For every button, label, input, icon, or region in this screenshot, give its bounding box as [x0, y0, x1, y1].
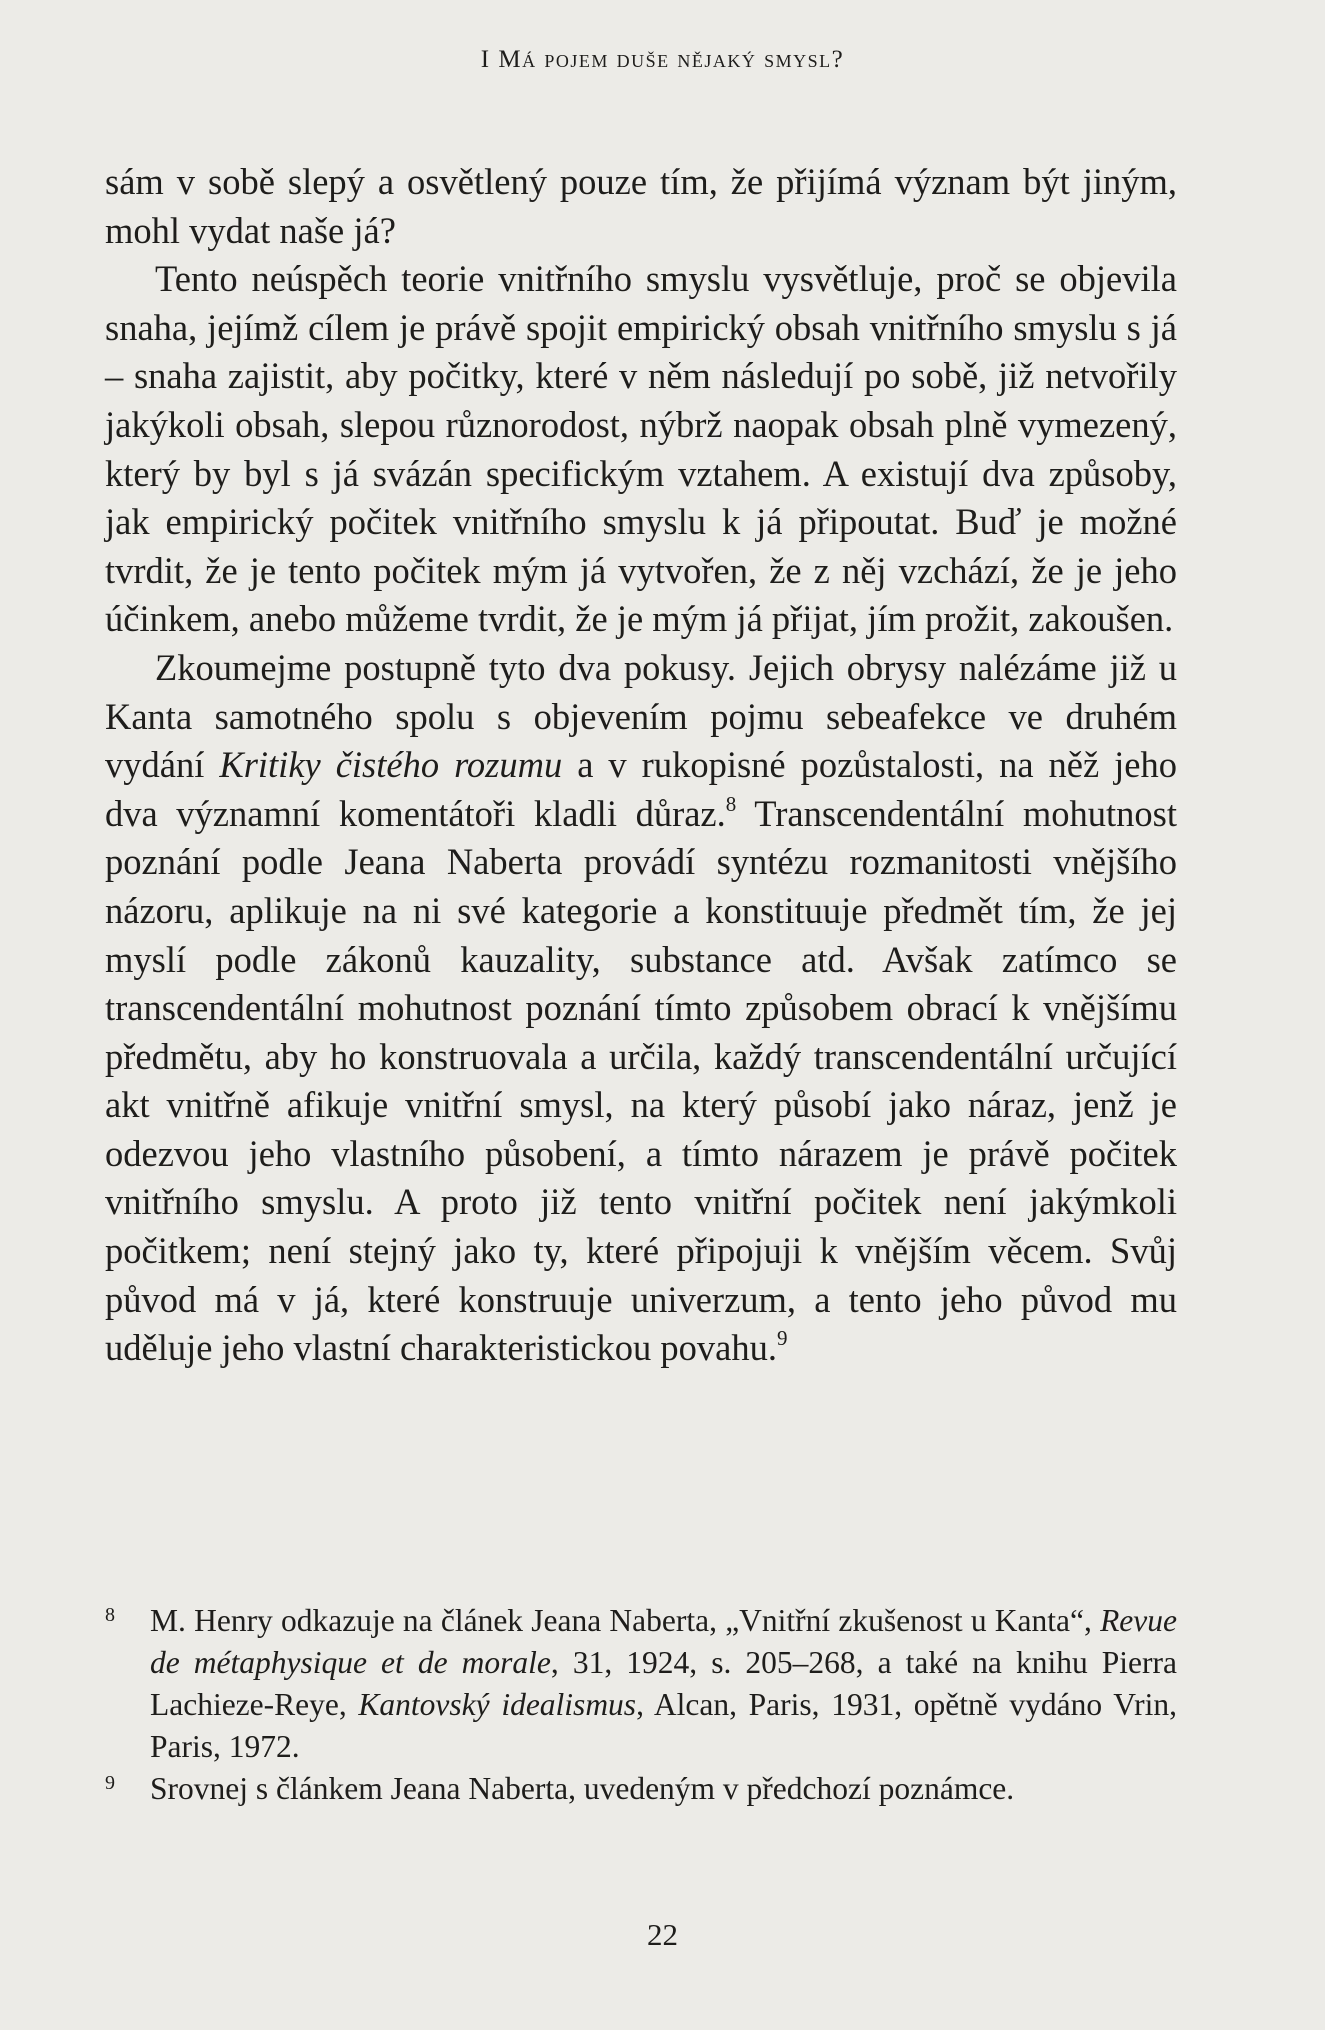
- footnote-9: [105, 1768, 1177, 1810]
- footnote-8: [105, 1600, 1177, 1768]
- book-title-kritika: Kritiky čistého rozumu: [219, 744, 563, 786]
- paragraph-1: sám v sobě slepý a osvětlený pouze tím, že přijímá význam být jiným, mohl vydat naše já?: [105, 161, 1177, 251]
- journal-title: Revue de métaphysique et de morale: [150, 1603, 1177, 1680]
- paragraph-3-part-c: Transcendentální mohutnost poznání podle Jeana Naberta provádí syntézu rozmanitosti vnějšího názoru, aplikuje na ni své kategorie a konstituuje předmět tím, že jej myslí podle zákonů kauzality, substance atd. Avšak zatímco se transcendentální mohutnost poznání tímto způsobem obrací k vnějšímu předmětu, aby ho konstruovala a určila, každý transcendentální určující akt vnitřně afikuje vnitřní smysl, na který působí jako náraz, jenž je odezvou jeho vlastního působení, a tímto nárazem je právě počitek vnitřního smyslu. A proto již tento vnitřní počitek není jakýmkoli počitkem; není stejný jako ty, které připojuji k vnějším věcem. Svůj původ má v já, které konstruuje univerzum, a tento jeho původ mu uděluje jeho vlastní charakteristickou povahu.: [105, 792, 1178, 1369]
- paragraph-2: Tento neúspěch teorie vnitřního smyslu vysvětluje, proč se objevila snaha, jejímž cílem je právě spojit empirický obsah vnitřního smyslu s já – snaha zajistit, aby počitky, které v něm následují po sobě, již netvořily jakýkoli obsah, slepou různorodost, nýbrž naopak obsah plně vymezený, který by byl s já svázán specifickým vztahem. A existují dva způsoby, jak empirický počitek vnitřního smyslu k já připoutat. Buď je možné tvrdit, že je tento počitek mým já vytvořen, že z něj vzchází, že je jeho účinkem, anebo můžeme tvrdit, že je mým já přijat, jím prožit, zakoušen.: [105, 258, 1177, 640]
- footnotes: [105, 1600, 1177, 1810]
- paragraph-3-part-b: a v rukopisné pozůstalosti, na něž jeho dva významní komentátoři kladli důraz.: [105, 744, 1178, 834]
- book-title: Kantovský idealismus: [358, 1687, 637, 1722]
- footnote-text: Srovnej s článkem Jeana Naberta, uvedeným v předchozí poznámce.: [150, 1771, 1015, 1806]
- footnote-number: 8: [105, 1604, 115, 1626]
- footnote-ref-9[interactable]: 9: [777, 1326, 788, 1351]
- footnote-text: M. Henry odkazuje na článek Jeana Naberta, „Vnitřní zkušenost u Kanta“,: [150, 1603, 1101, 1638]
- page-number: 22: [647, 1917, 678, 1952]
- main-text: [105, 158, 1177, 1373]
- paragraph-3-part-a: Zkoumejme postupně tyto dva pokusy. Jejich obrysy nalézáme již u Kanta samotného spolu s objevením pojmu sebeafekce ve druhém vydání: [105, 646, 1177, 786]
- running-header: I Má pojem duše nějaký smysl?: [480, 46, 845, 73]
- footnote-number: 9: [105, 1772, 115, 1794]
- footnote-text: , Alcan, Paris, 1931, opětně vydáno Vrin, Paris, 1972.: [150, 1687, 1177, 1764]
- paragraph-3: [105, 644, 1177, 1373]
- footnote-ref-8[interactable]: 8: [725, 791, 737, 816]
- footnote-text: , 31, 1924, s. 205–268, a také na knihu Pierra Lachieze-Reye,: [150, 1645, 1178, 1722]
